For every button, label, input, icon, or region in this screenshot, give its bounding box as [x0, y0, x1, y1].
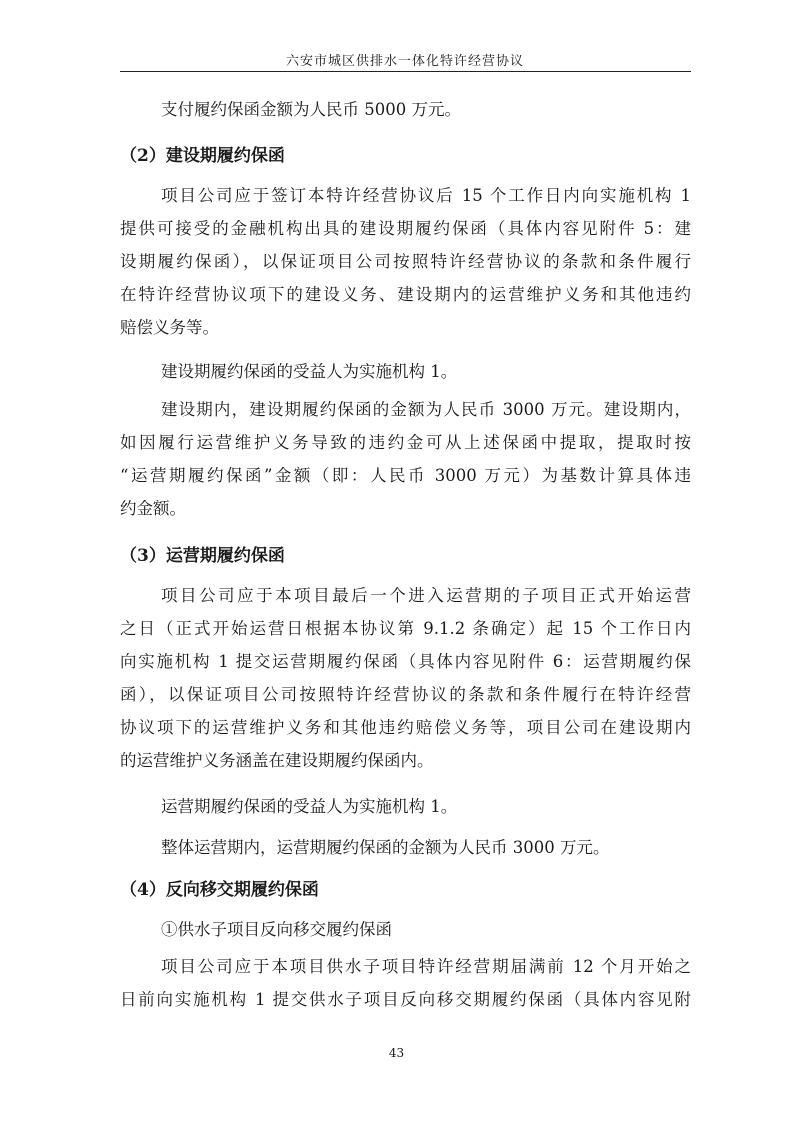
paragraph-line: 项目公司应于签订本特许经营协议后 15 个工作日内向实施机构 1: [161, 186, 691, 205]
section-heading: （3）运营期履约保函: [120, 546, 285, 566]
section-heading: （2）建设期履约保函: [120, 146, 285, 166]
paragraph-line: “运营期履约保函”金额（即：人民币 3000 万元）为基数计算具体违: [120, 466, 691, 485]
paragraph-line: 建设期内，建设期履约保函的金额为人民币 3000 万元。建设期内，: [161, 400, 691, 419]
header-rule: [120, 71, 691, 72]
paragraph-line: 运营期履约保函的受益人为实施机构 1。: [161, 797, 458, 816]
paragraph-line: ①供水子项目反向移交履约保函: [161, 920, 392, 939]
paragraph-line: 向实施机构 1 提交运营期履约保函（具体内容见附件 6：运营期履约保: [120, 652, 691, 671]
paragraph-line: 建设期履约保函的受益人为实施机构 1。: [161, 362, 458, 381]
paragraph-line: 整体运营期内，运营期履约保函的金额为人民币 3000 万元。: [161, 838, 610, 857]
section-heading: （4）反向移交期履约保函: [120, 880, 319, 900]
page-number: 43: [388, 1046, 405, 1060]
paragraph-line: 函），以保证项目公司按照特许经营协议的条款和条件履行在特许经营: [120, 685, 691, 704]
paragraph-line: 项目公司应于本项目供水子项目特许经营期届满前 12 个月开始之: [161, 957, 691, 976]
paragraph-line: 赔偿义务等。: [120, 318, 219, 337]
paragraph-line: 设期履约保函），以保证项目公司按照特许经营协议的条款和条件履行: [120, 252, 691, 271]
paragraph-line: 日前向实施机构 1 提交供水子项目反向移交期履约保函（具体内容见附: [120, 990, 691, 1009]
paragraph-line: 如因履行运营维护义务导致的违约金可从上述保函中提取，提取时按: [120, 433, 691, 452]
paragraph-line: 项目公司应于本项目最后一个进入运营期的子项目正式开始运营: [161, 586, 691, 605]
paragraph-line: 之日（正式开始运营日根据本协议第 9.1.2 条确定）起 15 个工作日内: [120, 619, 691, 638]
paragraph-line: 的运营维护义务涵盖在建设期履约保函内。: [120, 751, 434, 770]
paragraph-line: 约金额。: [120, 499, 186, 518]
running-header: 六安市城区供排水一体化特许经营协议: [285, 54, 524, 69]
paragraph-line: 提供可接受的金融机构出具的建设期履约保函（具体内容见附件 5：建: [120, 219, 691, 238]
paragraph-line: 支付履约保函金额为人民币 5000 万元。: [161, 100, 461, 119]
paragraph-line: 在特许经营协议项下的建设义务、建设期内的运营维护义务和其他违约: [120, 285, 691, 304]
paragraph-line: 协议项下的运营维护义务和其他违约赔偿义务等，项目公司在建设期内: [120, 718, 691, 737]
